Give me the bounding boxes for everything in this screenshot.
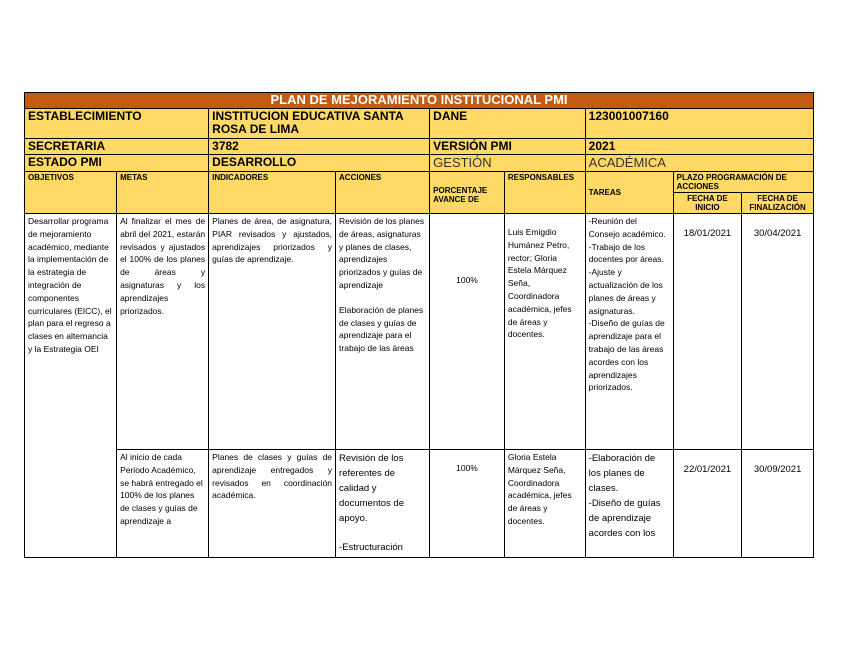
version-label: VERSIÓN PMI [430, 139, 586, 155]
accion-item: Revisión de los referentes de calidad y documentos de apoyo. [339, 453, 404, 524]
accion-item: Elaboración de planes de clases y guías de aprendizaje para el trabajo de las áreas [339, 304, 424, 354]
table-row [25, 214, 814, 450]
col-tareas: TAREAS [585, 172, 673, 214]
table-row [25, 450, 814, 558]
tarea-item: -Trabajo de los docentes por áreas. [588, 241, 664, 265]
col-indicadores: INDICADORES [209, 172, 336, 214]
indicador-cell: Planes de clases y guías de aprendizaje entregados y revisados en coordinación académica. [209, 450, 336, 558]
responsables-cell: Gloria Estela Márquez Seña, Coordinadora académica, jefes de áreas y docentes. [504, 450, 585, 558]
meta-cell: Al finalizar el mes de abril del 2021, estarán revisados y ajustados el 100% de los planes de áreas y asignaturas y los aprendizajes priorizados. [117, 214, 209, 450]
document-title: PLAN DE MEJORAMIENTO INSTITUCIONAL PMI [25, 93, 814, 109]
tarea-item: -Elaboración de los planes de clases. [588, 453, 656, 494]
fecha-fin-cell: 30/09/2021 [742, 450, 814, 558]
dane-value: 123001007160 [585, 109, 813, 139]
establecimiento-label: ESTABLECIMIENTO [25, 109, 209, 139]
tarea-item: -Diseño de guías de aprendizaje para el trabajo de las áreas acordes con los aprendizajes priorizados. [588, 318, 665, 393]
estado-label: ESTADO PMI [25, 155, 209, 172]
objetivo-cell: Desarrollar programa de mejoramiento académico, mediante la implementación de la estrategia de integración de componentes curriculares (EICC), el plan para el regreso a clases en alternancia y la Estrategia OEI [25, 214, 117, 558]
porcentaje-cell: 100% [430, 214, 505, 450]
version-value: 2021 [585, 139, 813, 155]
col-responsables: RESPONSABLES [504, 172, 585, 214]
dane-label: DANE [430, 109, 586, 139]
fecha-inicio-cell: 18/01/2021 [673, 214, 742, 450]
col-objetivos: OBJETIVOS [25, 172, 117, 214]
tarea-item: -Ajuste y actualización de los planes de áreas y asignaturas. [588, 267, 663, 316]
accion-item: Revisión de los planes de áreas, asignaturas y planes de clases, aprendizajes priorizados y guías de aprendizaje [339, 216, 425, 290]
tarea-item: -Diseño de guías de aprendizaje acordes con los [588, 498, 661, 539]
col-acciones: ACCIONES [336, 172, 430, 214]
meta-cell: Al inicio de cada Periodo Académico, se habrá entregado el 100% de los planes de clases y guías de aprendizaje a [117, 450, 209, 558]
tareas-cell [585, 214, 673, 450]
gestion-value: ACADÉMICA [585, 155, 813, 172]
porcentaje-cell: 100% [430, 450, 505, 558]
acciones-cell [336, 214, 430, 450]
tareas-cell [585, 450, 673, 558]
col-plazo: PLAZO PROGRAMACIÓN DE ACCIONES [673, 172, 813, 193]
col-porcentaje: PORCENTAJE AVANCE DE [430, 172, 505, 214]
secretaria-label: SECRETARIA [25, 139, 209, 155]
col-metas: METAS [117, 172, 209, 214]
fecha-inicio-cell: 22/01/2021 [673, 450, 742, 558]
col-fecha-fin: FECHA DE FINALIZACIÓN [742, 193, 814, 214]
acciones-cell [336, 450, 430, 558]
estado-value: DESARROLLO [209, 155, 430, 172]
establecimiento-value: INSTITUCION EDUCATIVA SANTA ROSA DE LIMA [209, 109, 430, 139]
accion-item: -Estructuración [339, 542, 403, 553]
col-fecha-inicio: FECHA DE INICIO [673, 193, 742, 214]
indicador-cell: Planes de área, de asignatura, PIAR revisados y ajustados, aprendizajes priorizados y guías de aprendizaje. [209, 214, 336, 450]
secretaria-value: 3782 [209, 139, 430, 155]
fecha-fin-cell: 30/04/2021 [742, 214, 814, 450]
pmi-table [24, 92, 814, 558]
gestion-label: GESTIÓN [430, 155, 586, 172]
tarea-item: -Reunión del Consejo académico. [588, 216, 666, 239]
pmi-document [24, 92, 814, 558]
responsables-cell: Luis Emigdio Humánez Petro, rector; Gloria Estela Márquez Seña, Coordinadora académica, jefes de áreas y docentes. [504, 214, 585, 450]
